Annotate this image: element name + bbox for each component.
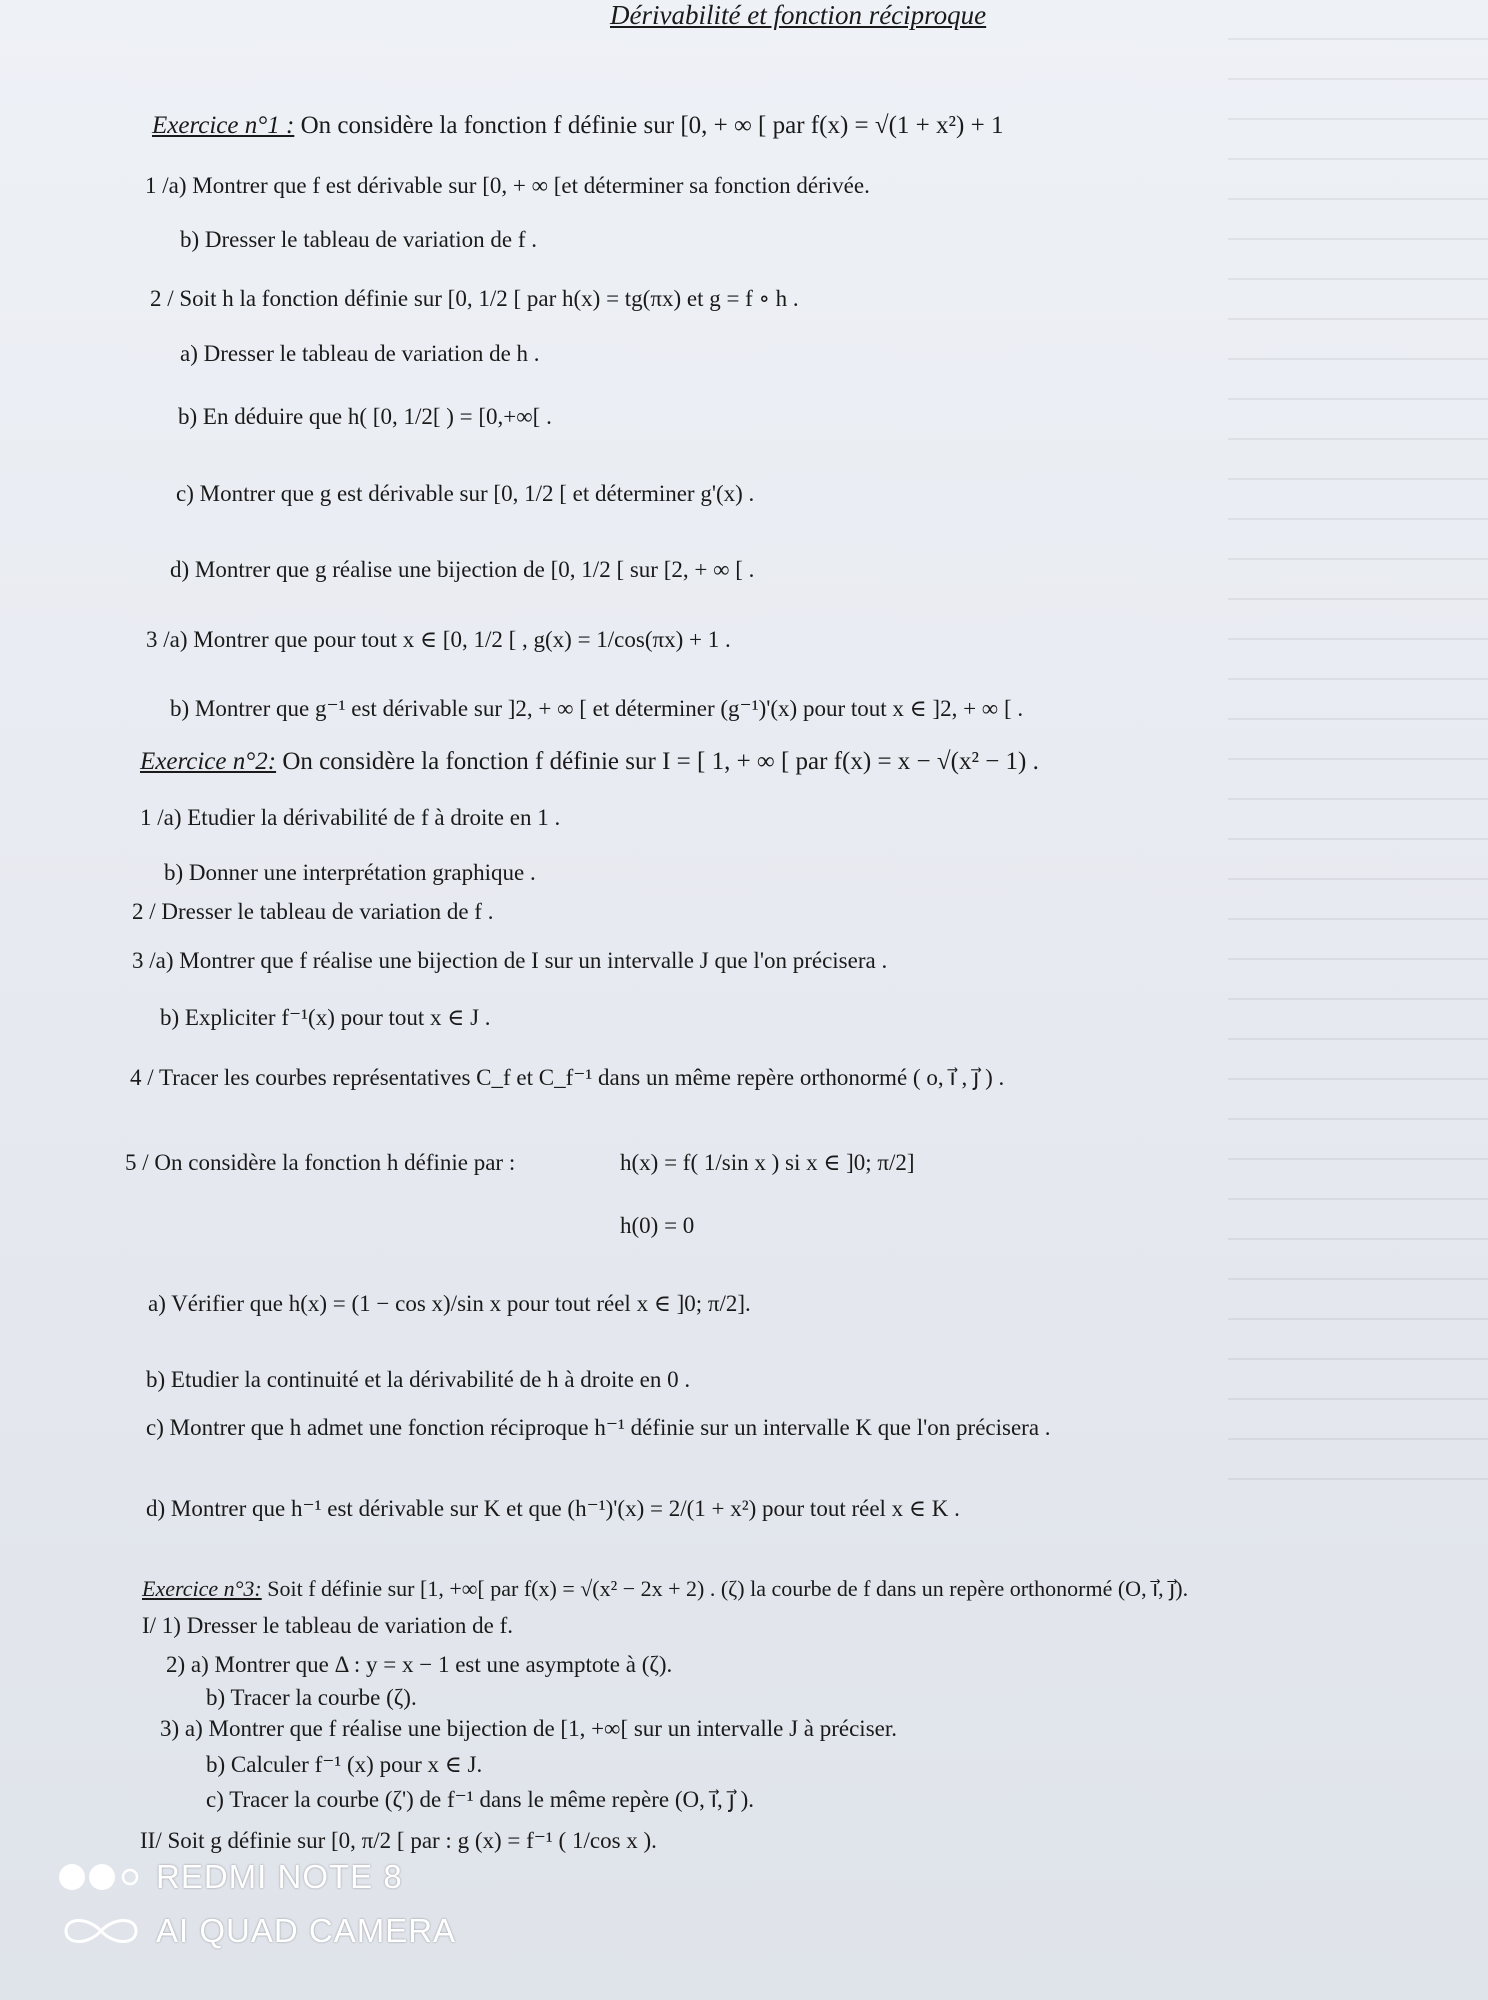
exercise-3-line-6: c) Tracer la courbe (ζ') de f⁻¹ dans le même repère (O, i⃗, j⃗ ). (206, 1787, 755, 1812)
exercise-3-line-5: b) Calculer f⁻¹ (x) pour x ∈ J. (206, 1752, 483, 1777)
exercise-2-line-5: b) Expliciter f⁻¹(x) pour tout x ∈ J . (160, 1005, 491, 1030)
exercise-3-line-1: I/ 1) Dresser le tableau de variation de f. (142, 1613, 514, 1638)
exercise-2-line-8: a) Vérifier que h(x) = (1 − cos x)/sin x pour tout réel x ∈ ]0; π/2]. (148, 1291, 751, 1316)
exercise-2-line-7: 5 / On considère la fonction h définie par : (125, 1150, 516, 1175)
exercise-1-line-2: b) Dresser le tableau de variation de f . (180, 227, 537, 252)
exercise-2-line-3: 2 / Dresser le tableau de variation de f . (132, 899, 494, 924)
camera-dots-icon (58, 1859, 144, 1895)
exercise-3-line-3: b) Tracer la courbe (ζ). (206, 1685, 417, 1710)
exercise-1-line-6: c) Montrer que g est dérivable sur [0, 1/2 [ et déterminer g'(x) . (176, 481, 755, 506)
exercise-3-line-7: II/ Soit g définie sur [0, π/2 [ par : g (x) = f⁻¹ ( 1/cos x ). (140, 1828, 657, 1853)
exercise-3-line-2: 2) a) Montrer que Δ : y = x − 1 est une asymptote à (ζ). (166, 1652, 673, 1677)
bleed-through-shadow (1228, 0, 1488, 1500)
exercise-2-line-10: c) Montrer que h admet une fonction réciproque h⁻¹ définie sur un intervalle K que l'on précisera . (146, 1415, 1051, 1440)
exercise-2-line-11: d) Montrer que h⁻¹ est dérivable sur K et que (h⁻¹)'(x) = 2/(1 + x²) pour tout réel x ∈ K . (146, 1496, 960, 1521)
exercise-2-line-4: 3 /a) Montrer que f réalise une bijection de I sur un intervalle J que l'on précisera . (132, 948, 888, 973)
exercise-2-heading: Exercice n°2: On considère la fonction f définie sur I = [ 1, + ∞ [ par f(x) = x − √(x² − 1) . (140, 748, 1039, 775)
exercise-2-line-9: b) Etudier la continuité et la dérivabilité de h à droite en 0 . (146, 1367, 691, 1392)
document-title: Dérivabilité et fonction réciproque (610, 0, 987, 30)
exercise-2-line-6: 4 / Tracer les courbes représentatives C_f et C_f⁻¹ dans un même repère orthonormé ( o, i⃗ , j⃗ ) . (130, 1065, 1005, 1090)
exercise-3-heading: Exercice n°3: Soit f définie sur [1, +∞[ par f(x) = √(x² − 2x + 2) . (ζ) la courbe de f dans un repère orthonormé (O, i⃗, j⃗). (142, 1576, 1189, 1601)
exercise-2-line-2: b) Donner une interprétation graphique . (164, 860, 536, 885)
exercise-1-line-8: 3 /a) Montrer que pour tout x ∈ [0, 1/2 [ , g(x) = 1/cos(πx) + 1 . (146, 627, 731, 652)
exercise-2-piecewise-1: h(x) = f( 1/sin x ) si x ∈ ]0; π/2] (620, 1150, 915, 1175)
exercise-2-piecewise-2: h(0) = 0 (620, 1213, 695, 1238)
exercise-1-line-5: b) En déduire que h( [0, 1/2[ ) = [0,+∞[ . (178, 404, 552, 429)
exercise-1-line-1: 1 /a) Montrer que f est dérivable sur [0, + ∞ [et déterminer sa fonction dérivée. (145, 173, 870, 198)
exercise-3-line-4: 3) a) Montrer que f réalise une bijection de [1, +∞[ sur un intervalle J à préciser. (160, 1716, 897, 1741)
exercise-1-line-4: a) Dresser le tableau de variation de h . (180, 341, 540, 366)
watermark-device: REDMI NOTE 8 (156, 1858, 403, 1895)
exercise-2-line-1: 1 /a) Etudier la dérivabilité de f à droite en 1 . (140, 805, 561, 830)
exercise-1-line-3: 2 / Soit h la fonction définie sur [0, 1/2 [ par h(x) = tg(πx) et g = f ∘ h . (150, 286, 799, 311)
exercise-1-line-7: d) Montrer que g réalise une bijection de [0, 1/2 [ sur [2, + ∞ [ . (170, 557, 755, 582)
exercise-1-line-9: b) Montrer que g⁻¹ est dérivable sur ]2, + ∞ [ et déterminer (g⁻¹)'(x) pour tout x ∈ ]2, + ∞ [ . (170, 696, 1024, 721)
exercise-1-heading: Exercice n°1 : On considère la fonction f définie sur [0, + ∞ [ par f(x) = √(1 + x²) + 1 (152, 112, 1004, 139)
camera-watermark (58, 1855, 456, 1953)
watermark-camera: AI QUAD CAMERA (156, 1912, 457, 1949)
quad-lens-icon (58, 1913, 144, 1949)
